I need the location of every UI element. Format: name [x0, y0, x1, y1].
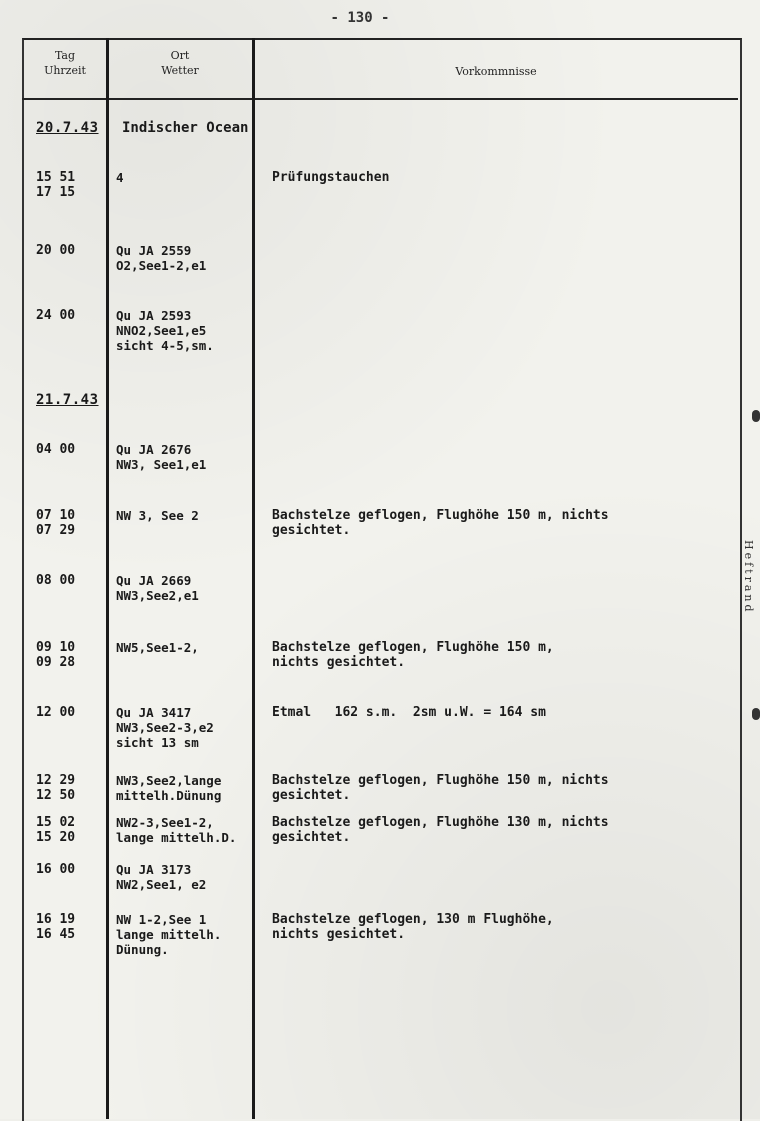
place-day1: Indischer Ocean — [122, 120, 249, 136]
header-vorkommnisse: Vorkommnisse — [455, 65, 537, 78]
entry-time: 08 00 — [36, 573, 76, 588]
entry-time: 04 00 — [36, 442, 76, 457]
entry-time: 24 00 — [36, 308, 76, 323]
entry-ort-wetter: Qu JA 2669 NW3,See2,e1 — [116, 573, 199, 603]
entry-time: 12 29 12 50 — [36, 773, 76, 803]
punch-hole-mark — [752, 708, 760, 720]
header-tag-uhrzeit: Tag Uhrzeit — [44, 49, 86, 77]
entry-vorkommnisse: Bachstelze geflogen, Flughöhe 150 m, nichts gesichtet. — [272, 640, 554, 670]
column-divider-1 — [106, 38, 109, 1119]
entry-vorkommnisse: Bachstelze geflogen, 130 m Flughöhe, nichts gesichtet. — [272, 912, 554, 942]
entry-ort-wetter: NW5,See1-2, — [116, 640, 199, 655]
date-day2: 21.7.43 — [36, 392, 99, 408]
date-day1: 20.7.43 — [36, 120, 99, 136]
page-number: - 130 - — [330, 10, 390, 26]
entry-time: 15 51 17 15 — [36, 170, 76, 200]
entry-ort-wetter: NW2-3,See1-2, lange mittelh.D. — [116, 815, 237, 845]
entry-ort-wetter: 4 — [116, 170, 124, 185]
entry-time: 07 10 07 29 — [36, 508, 76, 538]
entry-vorkommnisse: Bachstelze geflogen, Flughöhe 150 m, nichts gesichtet. — [272, 508, 609, 538]
entry-ort-wetter: Qu JA 3417 NW3,See2-3,e2 sicht 13 sm — [116, 705, 214, 750]
entry-ort-wetter: NW 3, See 2 — [116, 508, 199, 523]
entry-time: 16 00 — [36, 862, 76, 877]
entry-time: 15 02 15 20 — [36, 815, 76, 845]
entry-ort-wetter: Qu JA 2676 NW3, See1,e1 — [116, 442, 207, 472]
entry-vorkommnisse: Etmal 162 s.m. 2sm u.W. = 164 sm — [272, 705, 546, 720]
entry-ort-wetter: NW 1-2,See 1 lange mittelh. Dünung. — [116, 912, 222, 957]
entry-ort-wetter: NW3,See2,lange mittelh.Dünung — [116, 773, 222, 803]
entry-ort-wetter: Qu JA 2593 NNO2,See1,e5 sicht 4-5,sm. — [116, 308, 214, 353]
entry-time: 12 00 — [36, 705, 76, 720]
entry-time: 16 19 16 45 — [36, 912, 76, 942]
header-divider — [22, 98, 738, 100]
entry-time: 09 10 09 28 — [36, 640, 76, 670]
entry-vorkommnisse: Bachstelze geflogen, Flughöhe 150 m, nichts gesichtet. — [272, 773, 609, 803]
entry-ort-wetter: Qu JA 3173 NW2,See1, e2 — [116, 862, 207, 892]
entry-ort-wetter: Qu JA 2559 O2,See1-2,e1 — [116, 243, 207, 273]
header-ort-wetter: Ort Wetter — [161, 49, 199, 77]
punch-hole-mark — [752, 410, 760, 422]
entry-vorkommnisse: Bachstelze geflogen, Flughöhe 130 m, nichts gesichtet. — [272, 815, 609, 845]
entry-time: 20 00 — [36, 243, 76, 258]
margin-note-heftrand: Heftrand — [742, 540, 755, 615]
entry-vorkommnisse: Prüfungstauchen — [272, 170, 390, 185]
